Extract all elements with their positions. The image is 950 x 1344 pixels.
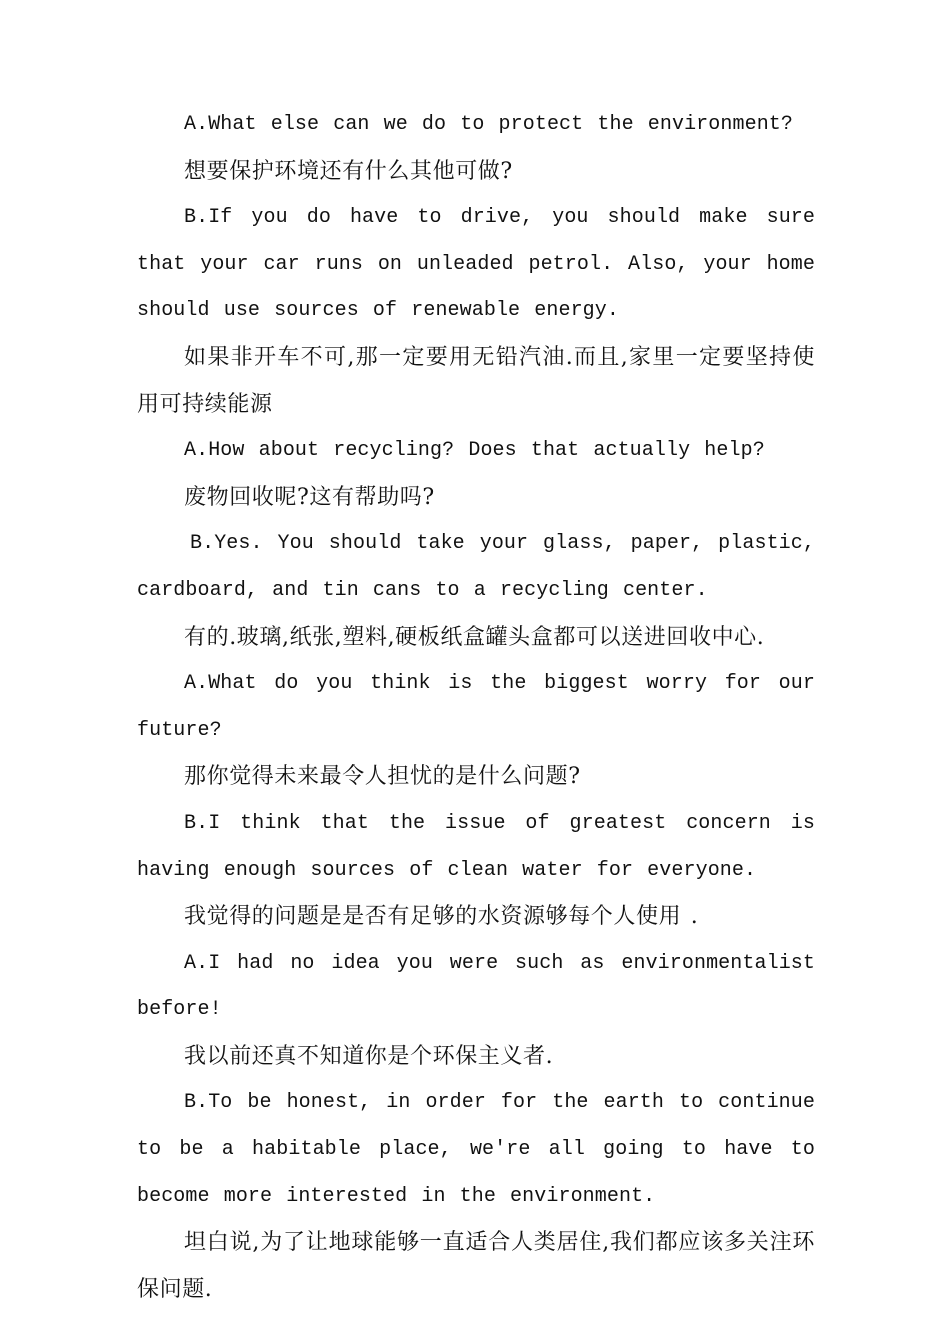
dialogue-line-english: B.Yes. You should take your glass, paper, plastic, cardboard, and tin cans to a recycling center.	[137, 532, 815, 602]
dialogue-line-chinese: 有的.玻璃,纸张,塑料,硬板纸盒罐头盒都可以送进回收中心.	[184, 624, 765, 650]
dialogue-line-english: A.I had no idea you were such as environmentalist before!	[137, 951, 815, 1022]
dialogue-line-chinese: 坦白说,为了让地球能够一直适合人类居住,我们都应该多关注环保问题.	[137, 1230, 815, 1302]
dialogue-line-chinese: 想要保护环境还有什么其他可做?	[184, 158, 513, 184]
dialogue-line-chinese: 废物回收呢?这有帮助吗?	[184, 484, 435, 510]
dialogue-line-chinese: 我觉得的问题是是否有足够的水资源够每个人使用 .	[184, 904, 699, 930]
dialogue-line-english: B.To be honest, in order for the earth to continue to be a habitable place, we're all going to have to become more interested in the environment.	[137, 1091, 815, 1208]
dialogue-line-chinese: 那你觉得未来最令人担忧的是什么问题?	[184, 764, 581, 790]
dialogue-line-english: B.If you do have to drive, you should make sure that your car runs on unleaded petrol. Also, your home should use sources of renewable energy.	[137, 206, 815, 323]
dialogue-line-english: A.What else can we do to protect the environment?	[184, 113, 793, 136]
dialogue-line-english: A.What do you think is the biggest worry for our future?	[137, 672, 815, 742]
dialogue-line-english: A.How about recycling? Does that actually help?	[184, 439, 765, 463]
dialogue-line-chinese: 我以前还真不知道你是个环保主义者.	[184, 1043, 554, 1069]
dialogue-line-chinese: 如果非开车不可,那一定要用无铅汽油.而且,家里一定要坚持使用可持续能源	[137, 344, 815, 417]
document-page	[137, 102, 815, 1313]
dialogue-line-english: B.I think that the issue of greatest concern is having enough sources of clean water for everyone.	[137, 811, 815, 882]
